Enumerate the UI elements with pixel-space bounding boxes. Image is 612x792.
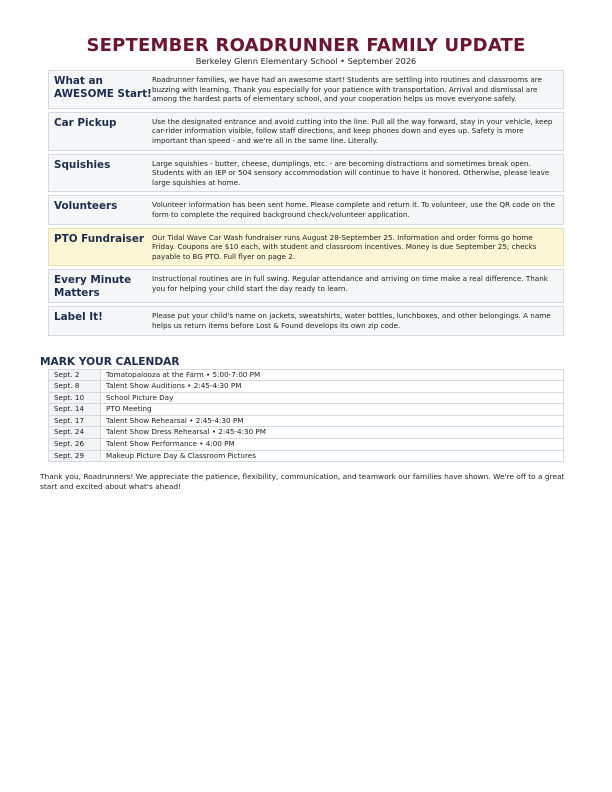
section-body: Roadrunner families, we have had an awesome start! Students are settling into routines and classrooms are buzzing with learning. Thank you especially for your patience with transportation. Arrival and dismissal are among the hardest parts of elementary school, and your cooperation helps us move everyone safely. bbox=[152, 75, 542, 104]
section-volunteers bbox=[48, 195, 564, 224]
section-title: Volunteers bbox=[54, 200, 118, 213]
section-squishies bbox=[48, 154, 564, 193]
page-title: SEPTEMBER ROADRUNNER FAMILY UPDATE bbox=[86, 35, 526, 56]
table-row bbox=[49, 439, 564, 451]
calendar-date: Sept. 17 bbox=[49, 415, 101, 427]
calendar-heading: MARK YOUR CALENDAR bbox=[40, 355, 180, 368]
section-body: Large squishies - butter, cheese, dumplings, etc. - are becoming distractions and sometimes break open. Students with an IEP or 504 sensory accommodation will continue to have it honored. Otherwise, please leave large squishies at home. bbox=[152, 158, 550, 187]
section-body: Our Tidal Wave Car Wash fundraiser runs August 28-September 25. Information and order forms go home Friday. Coupons are $10 each, with student and classroom incentives. Money is due September 25; checks payable to BG PTO. Full flyer on page 2. bbox=[152, 232, 537, 261]
section-title: Label It! bbox=[54, 311, 103, 324]
section-title: What an AWESOME Start! bbox=[54, 75, 152, 100]
calendar-date: Sept. 10 bbox=[49, 392, 101, 404]
section-body: Instructional routines are in full swing. Regular attendance and arriving on time make a real difference. Thank you for helping your child start the day ready to learn. bbox=[152, 274, 548, 293]
calendar-date: Sept. 8 bbox=[49, 381, 101, 393]
sections-list bbox=[48, 70, 564, 336]
calendar-date: Sept. 2 bbox=[49, 369, 101, 381]
calendar-event: Talent Show Performance • 4:00 PM bbox=[101, 439, 564, 451]
section-title: Squishies bbox=[54, 158, 111, 171]
table-row bbox=[49, 450, 564, 462]
newsletter-page bbox=[40, 0, 572, 492]
calendar-event: PTO Meeting bbox=[101, 404, 564, 416]
section-title: Every Minute Matters bbox=[54, 274, 132, 299]
calendar-date: Sept. 29 bbox=[49, 450, 101, 462]
section-body: Use the designated entrance and avoid cutting into the line. Pull all the way forward, stay in your vehicle, keep car-rider information visible, follow staff directions, and keep phones down and eyes up. Safety is more important than speed - and we're all in the same line. Literally. bbox=[152, 116, 553, 145]
table-row bbox=[49, 404, 564, 416]
calendar-event: Makeup Picture Day & Classroom Pictures bbox=[101, 450, 564, 462]
section-title: Car Pickup bbox=[54, 116, 117, 129]
calendar-date: Sept. 14 bbox=[49, 404, 101, 416]
section-awesome-start bbox=[48, 70, 564, 109]
section-every-minute-matters bbox=[48, 269, 564, 303]
calendar-event: School Picture Day bbox=[101, 392, 564, 404]
page-subtitle: Berkeley Glenn Elementary School • September 2026 bbox=[195, 56, 417, 66]
calendar-date: Sept. 26 bbox=[49, 439, 101, 451]
section-body: Volunteer information has been sent home. Please complete and return it. To volunteer, use the QR code on the form to complete the required background check/volunteer application. bbox=[152, 200, 555, 219]
section-body: Please put your child's name on jackets, sweatshirts, water bottles, lunchboxes, and other belongings. A name helps us return items before Lost & Found develops its own zip code. bbox=[152, 311, 551, 330]
table-row bbox=[49, 415, 564, 427]
table-row bbox=[49, 381, 564, 393]
table-row bbox=[49, 427, 564, 439]
closing-paragraph: Thank you, Roadrunners! We appreciate the patience, flexibility, communication, and teamwork our families have shown. We're off to a great start and excited about what's ahead! bbox=[40, 472, 565, 492]
section-car-pickup bbox=[48, 112, 564, 151]
section-pto-fundraiser bbox=[48, 228, 564, 267]
table-row bbox=[49, 369, 564, 381]
calendar-table bbox=[48, 369, 564, 463]
section-label-it bbox=[48, 306, 564, 335]
table-row bbox=[49, 392, 564, 404]
calendar-date: Sept. 24 bbox=[49, 427, 101, 439]
calendar-event: Talent Show Auditions • 2:45-4:30 PM bbox=[101, 381, 564, 393]
calendar-event: Tomatopalooza at the Farm • 5:00-7:00 PM bbox=[101, 369, 564, 381]
calendar-event: Talent Show Rehearsal • 2:45-4:30 PM bbox=[101, 415, 564, 427]
calendar-event: Talent Show Dress Rehearsal • 2:45-4:30 PM bbox=[101, 427, 564, 439]
section-title: PTO Fundraiser bbox=[54, 232, 145, 245]
